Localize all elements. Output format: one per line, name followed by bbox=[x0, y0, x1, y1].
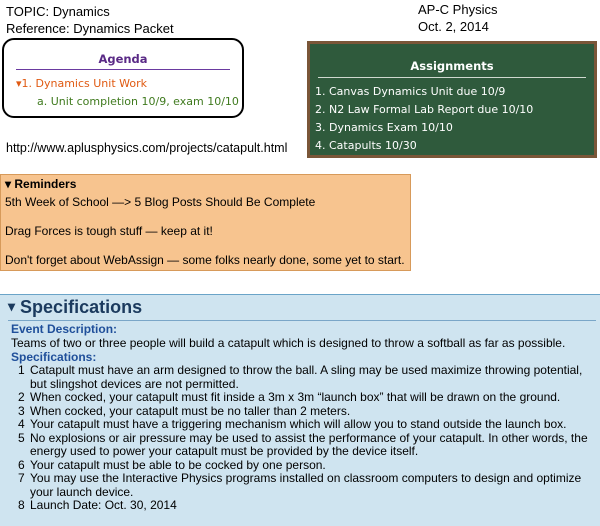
assignment-item: 3. Dynamics Exam 10/10 bbox=[315, 121, 453, 134]
assignment-item: 2. N2 Law Formal Lab Report due 10/10 bbox=[315, 103, 534, 116]
course-title: AP-C Physics bbox=[418, 2, 498, 17]
event-description-label: Event Description: bbox=[11, 322, 118, 336]
agenda-title: Agenda bbox=[98, 52, 148, 66]
topic-text: TOPIC: Dynamics bbox=[6, 4, 110, 19]
specifications-label: Specifications: bbox=[11, 350, 97, 364]
spec-item: 4 Your catapult must have a triggering mechanism which will allow you to stand outside the launch box. bbox=[18, 417, 567, 431]
assignments-board bbox=[307, 41, 597, 158]
spec-item: 6 Your catapult must be able to be cocked by one person. bbox=[18, 457, 326, 472]
reference-text: Reference: Dynamics Packet bbox=[6, 21, 174, 36]
spec-item: 7 You may use the Interactive Physics programs installed on classroom computers to design and optimize your launch device. bbox=[18, 471, 582, 499]
specifications-heading: Specifications bbox=[20, 297, 143, 317]
assignments-title: Assignments bbox=[410, 59, 494, 73]
spec-item: 5 No explosions or air pressure may be used to assist the performance of your catapult. In other words, the energy used to power your catapult must be provided by the device itself. bbox=[18, 430, 588, 458]
spec-item: 3 When cocked, your catapult must be no taller than 2 meters. bbox=[18, 403, 351, 418]
agenda-item-dynamics[interactable]: ▾1. Dynamics Unit Work bbox=[16, 77, 147, 90]
spec-item: 8 Launch Date: Oct. 30, 2014 bbox=[18, 498, 177, 512]
reminder-line: Don't forget about WebAssign — some folks nearly done, some yet to start. bbox=[5, 253, 405, 267]
event-description-text: Teams of two or three people will build a catapult which is designed to throw a softball as far as possible. bbox=[11, 336, 566, 350]
assignment-item: 1. Canvas Dynamics Unit due 10/9 bbox=[315, 85, 506, 98]
project-link[interactable]: http://www.aplusphysics.com/projects/catapult.html bbox=[6, 141, 288, 155]
agenda-subitem: a. Unit completion 10/9, exam 10/10 bbox=[37, 95, 239, 108]
reminder-line: Drag Forces is tough stuff — keep at it! bbox=[5, 224, 213, 238]
reminders-header[interactable] bbox=[5, 177, 76, 191]
spec-item: 1 Catapult must have an arm designed to throw the ball. A sling may be used maximize throwing potential, but slingshot devices are not permitted. bbox=[18, 363, 583, 391]
specifications-list bbox=[11, 364, 588, 513]
agenda-divider bbox=[16, 69, 230, 70]
specifications-divider bbox=[8, 320, 596, 321]
reminders-panel bbox=[0, 174, 411, 271]
specifications-panel bbox=[0, 294, 600, 526]
specifications-header[interactable] bbox=[8, 297, 142, 318]
date-text: Oct. 2, 2014 bbox=[418, 19, 489, 34]
collapse-triangle-icon[interactable]: ▾ bbox=[8, 298, 16, 314]
agenda-card bbox=[2, 38, 244, 118]
assignments-list bbox=[315, 84, 533, 156]
collapse-triangle-icon[interactable]: ▾ bbox=[5, 177, 12, 191]
spec-item: 2 When cocked, your catapult must fit inside a 3m x 3m “launch box” that will be drawn on the ground. bbox=[18, 390, 561, 404]
assignment-item: 4. Catapults 10/30 bbox=[315, 139, 417, 152]
assignments-divider bbox=[318, 77, 586, 78]
reminders-heading: Reminders bbox=[14, 177, 77, 191]
reminder-line: 5th Week of School —> 5 Blog Posts Should Be Complete bbox=[5, 195, 316, 209]
